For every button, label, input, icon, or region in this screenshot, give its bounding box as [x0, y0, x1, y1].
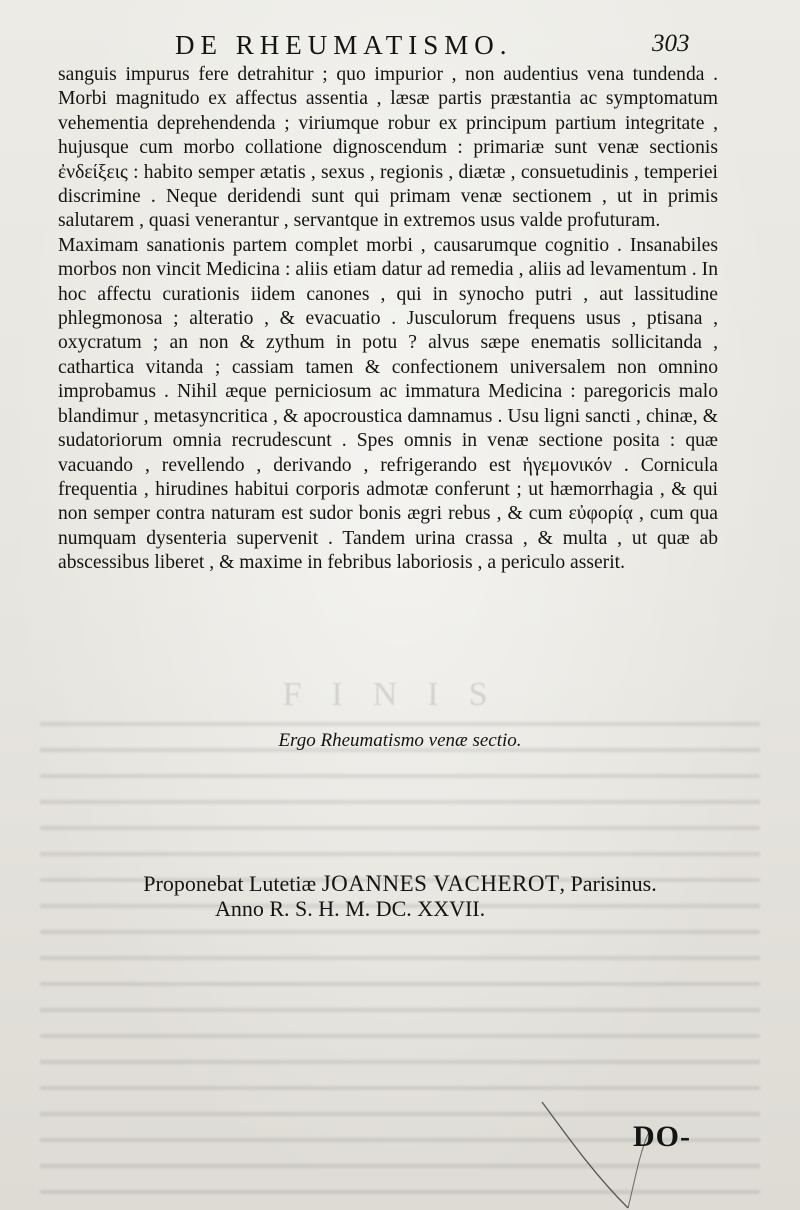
anno-line: Anno R. S. H. M. DC. XXVII.: [215, 896, 486, 921]
ink-stroke-mark: [540, 1100, 660, 1210]
finis-bleed-through: FINIS: [282, 676, 518, 713]
thesis-statement: Ergo Rheumatismo venæ sectio.: [278, 730, 522, 751]
body-text: [58, 63, 718, 576]
paragraph-therapy: Maximam sanationis partem complet morbi , causarumque cognitio . Insanabiles morbos non vincit Medicina : aliis etiam datur ad remedia , aliis ad levamentum . In hoc affectu curationis iidem canones , qui in synocho putri , aut lassitudine phlegmonosa ; alteratio , & evacuatio . Jusculorum frequens usus , ptisana , oxycratum ; an non & zythum in potu ? alvus sæpe enematis sollicitanda , cathartica vitanda ; cassiam tamen & confectionem universalem non omnino improbamus . Nihil æque perniciosum ac immatura Medicina : paregoricis malo blandimur , metasyncritica , & apocroustica damnamus . Usu ligni sancti , chinæ, & sudatoriorum omnia recrudescunt . Spes omnis in venæ sectione posita : quæ vacuando , revellendo , derivando , refrigerando est ἡγεμονικόν . Cornicula frequentia , hirudines habitui corporis admotæ conferunt ; ut hæmorrhagia , & qui non semper contra naturam est sudor bonis ægri rebus , & cum εὐφορίᾳ , cum qua numquam dysenteria supervenit . Tandem urina crassa , & multa , ut quæ ab abscessibus liberet , & maxime in febribus laboriosis , a periculo asserit.: [58, 234, 718, 574]
proponebat-prefix: Proponebat Lutetiæ: [143, 871, 322, 896]
page-header: [0, 24, 800, 64]
proponebat-suffix: , Parisinus.: [559, 871, 657, 896]
author-name: JOANNES VACHEROT: [321, 871, 560, 896]
proponebat-line: [0, 870, 800, 897]
running-title: DE RHEUMATISMO.: [175, 30, 513, 60]
catchword: DO-: [633, 1120, 691, 1153]
paragraph-venesection: sanguis impurus fere detrahitur ; quo impurior , non audentius vena tundenda . Morbi magnitudo ex affectus assentia , læsæ partis præstantia ac symptomatum vehementia deprehendenda ; viriumque robur ex principum partium integritate , hujusque cum morbo collatione dignoscendum : primariæ sunt venæ sectionis ἐνδείξεις : habito semper ætatis , sexus , regionis , diætæ , consuetudinis , temperiei discrimine . Neque deridendi sunt qui primam venæ sectionem , ut in primis salutarem , quasi venerantur , servantque in extremos usus valde profuturam.: [58, 64, 718, 232]
page-number: 303: [652, 30, 690, 57]
